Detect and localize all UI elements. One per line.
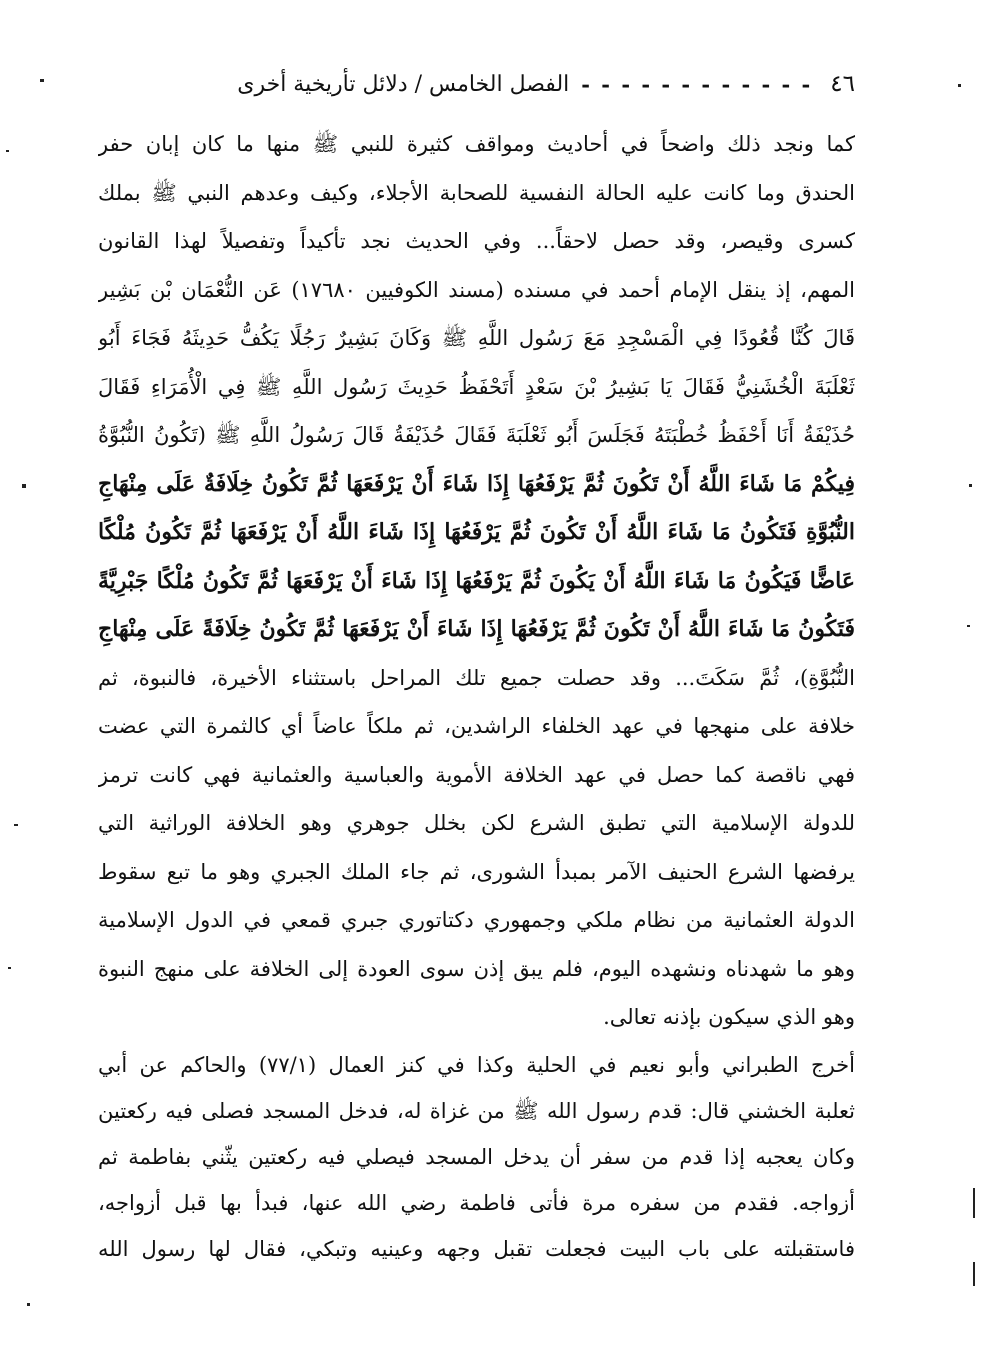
text-line: أزواجه. فقدم من سفره مرة فأتى فاطمة رضي الله عنها، فبدأ بها قبل أزواجه،	[98, 1191, 855, 1215]
chapter-title: الفصل الخامس / دلائل تأريخية أخرى	[237, 71, 570, 97]
scan-mark	[8, 967, 11, 969]
text-line: ثَعْلَبَةَ الْخُشَنِيُّ فَقَالَ يَا بَشِيرُ بْنَ سَعْدٍ أَتَحْفَظُ حَدِيثَ رَسُول اللَّهِ ﷺ فِي الْأُمَرَاءِ فَقَالَ	[98, 374, 855, 399]
scan-mark	[27, 1303, 30, 1306]
text-line: المهم، إذ ينقل الإمام أحمد في مسنده (مسند الكوفيين ١٧٦٨٠) عَن النُّعْمَان بْن بَشِير	[98, 277, 855, 302]
scan-mark	[6, 150, 9, 152]
scan-mark	[40, 79, 44, 82]
scan-mark	[973, 1188, 975, 1218]
text-line: وهو الذي سيكون بإذنه تعالى.	[603, 1005, 855, 1029]
text-line: يرفضها الشرع الحنيف الآمر بمبدأ الشورى، ثم جاء الملك الجبري وهو ما تبع سقوط	[98, 859, 855, 884]
text-line: حُذَيْفَةُ أَنَا أَحْفَظُ خُطْبَتَهُ فَجَلَسَ أَبُو ثَعْلَبَةَ فَقَالَ حُذَيْفَةُ قَالَ رَسُولُ اللَّهِ ﷺ (تَكُونُ النُّبُوَّةُ	[98, 423, 855, 447]
text-line: خلافة على منهجها في عهد الخلفاء الراشدين، ثم ملكاً عاضاً أي كالثمرة التي عضت	[98, 714, 855, 738]
paragraph-hadith-commentary	[98, 120, 855, 1042]
page-number: ٤٦	[830, 71, 855, 97]
text-line: ثعلبة الخشني قال: قدم رسول الله ﷺ من غزاة له، فدخل المسجد فصلى فيه ركعتين	[98, 1099, 855, 1123]
text-line: وكان يعجبه إذا قدم من سفر أن يدخل المسجد فيصلي فيه ركعتين يثّني بفاطمة ثم	[98, 1145, 855, 1169]
text-line: الدولة العثمانية من نظام ملكي وجمهوري دكتاتوري جبري قمعي في الدول الإسلامية	[98, 908, 855, 932]
scan-mark	[969, 484, 972, 487]
scan-mark	[967, 625, 970, 627]
hadith-quote-line: عَاضًّا فَيَكُونُ مَا شَاءَ اللَّهُ أَنْ يَكُونَ ثُمَّ يَرْفَعُهَا إِذَا شَاءَ أَنْ يَرْفَعَهَا ثُمَّ تَكُونُ مُلْكًا جَبْرِيَّةً	[98, 567, 855, 594]
text-line: وهو ما شهدناه ونشهده اليوم، فلم يبق إذن سوى العودة إلى الخلافة على منهج النبوة	[98, 956, 855, 981]
text-line: فهي ناقصة كما حصل في عهد الخلافة الأموية والعباسية والعثمانية فهي كانت ترمز	[98, 762, 855, 787]
scan-mark	[973, 1262, 975, 1286]
text-line: كسرى وقيصر، وقد حصل لاحقاً... وفي الحديث نجد تأكيداً وتفصيلاً لهذا القانون	[98, 229, 855, 253]
text-line: فاستقبلته على باب البيت فجعلت تقبل وجهه وعينيه وتبكي، فقال لها رسول الله	[98, 1237, 855, 1261]
text-line: أخرج الطبراني وأبو نعيم في الحلية وكذا في كنز العمال (٧٧/١) والحاكم عن أبي	[98, 1053, 855, 1077]
text-line: النُّبُوَّةِ)، ثُمَّ سَكَتَ... وقد حصلت جميع تلك المراحل باستثناء الأخيرة، فالنبوة، ثم	[98, 665, 855, 690]
scan-mark	[14, 824, 18, 826]
header-dashes: - - - - - - - - - - - -	[581, 71, 813, 97]
hadith-quote-line: فَتَكُونُ مَا شَاءَ اللَّهُ أَنْ تَكُونَ ثُمَّ يَرْفَعُهَا إِذَا شَاءَ أَنْ يَرْفَعَهَا ثُمَّ تَكُونُ خِلَافَةً عَلَى مِنْهَاجِ	[98, 616, 855, 642]
text-line: كما ونجد ذلك واضحاً في أحاديث ومواقف كثيرة للنبي ﷺ منها ما كان إبان حفر	[98, 132, 855, 156]
text-line: الحندق وما كانت عليه الحالة النفسية للصحابة الأجلاء، وكيف وعدهم النبي ﷺ بملك	[98, 180, 855, 205]
text-line: للدولة الإسلامية التي تطبق الشرع لكن بخلل جوهري وهو الخلافة الوراثية التي	[98, 811, 855, 835]
hadith-quote-line: النُّبُوَّةِ فَتَكُونُ مَا شَاءَ اللَّهُ أَنْ تَكُونَ ثُمَّ يَرْفَعُهَا إِذَا شَاءَ اللَّهُ أَنْ يَرْفَعَهَا ثُمَّ تَكُونُ مُلْكًا	[98, 519, 855, 545]
running-header	[95, 62, 855, 106]
scan-mark	[958, 84, 961, 87]
hadith-quote-line: فِيكُمْ مَا شَاءَ اللَّهُ أَنْ تَكُونَ ثُمَّ يَرْفَعُهَا إِذَا شَاءَ أَنْ يَرْفَعَهَا ثُمَّ تَكُونُ خِلَافَةٌ عَلَى مِنْهَاجِ	[98, 470, 855, 497]
text-line: قَالَ كُنَّا قُعُودًا فِي الْمَسْجِدِ مَعَ رَسُول اللَّهِ ﷺ وَكَانَ بَشِيرٌ رَجُلًا يَكُفُّ حَدِيثَهُ فَجَاءَ أَبُو	[98, 326, 855, 350]
paragraph-tabarani-narration	[98, 1042, 855, 1272]
scan-mark	[22, 484, 26, 488]
